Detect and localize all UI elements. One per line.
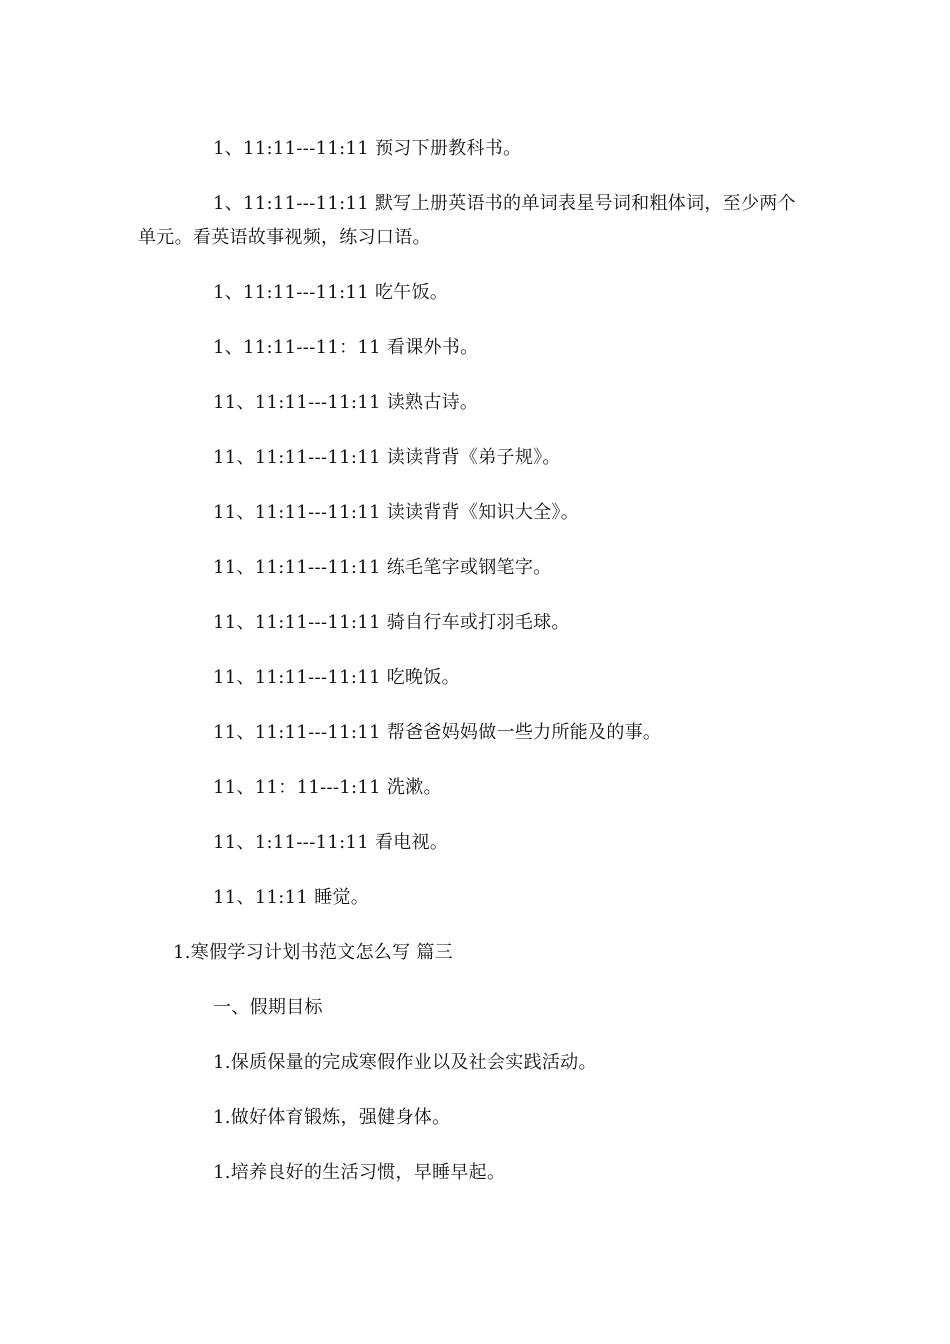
goal-item: 1.培养良好的生活习惯，早睡早起。 [213, 1162, 506, 1183]
schedule-line: 11、11:11---11:11 练毛笔字或钢笔字。 [213, 557, 552, 578]
schedule-line: 11、11:11---11:11 读读背背《知识大全》。 [213, 502, 580, 523]
schedule-line-continuation: 单元。看英语故事视频，练习口语。 [138, 227, 431, 248]
schedule-line: 11、11:11---11:11 帮爸爸妈妈做一些力所能及的事。 [213, 722, 662, 743]
schedule-line: 11、11:11---11:11 吃晚饭。 [213, 667, 460, 688]
schedule-line: 1、11:11---11:11 默写上册英语书的单词表星号词和粗体词，至少两个 [213, 193, 796, 214]
schedule-line: 11、11:11---11:11 读读背背《弟子规》。 [213, 447, 561, 468]
schedule-line: 1、11:11---11:11 预习下册教科书。 [213, 138, 522, 159]
goal-item: 1.保质保量的完成寒假作业以及社会实践活动。 [213, 1052, 597, 1073]
schedule-line: 11、11:11---11:11 读熟古诗。 [213, 392, 479, 413]
schedule-line: 11、11:11 睡觉。 [213, 887, 370, 908]
schedule-line: 11、11:11---11:11 骑自行车或打羽毛球。 [213, 612, 570, 633]
section-heading: 1.寒假学习计划书范文怎么写 篇三 [173, 942, 453, 963]
schedule-line: 1、11:11---11：11 看课外书。 [213, 337, 479, 358]
subheading: 一、假期目标 [213, 997, 323, 1018]
schedule-line: 11、1:11---11:11 看电视。 [213, 832, 449, 853]
schedule-line: 1、11:11---11:11 吃午饭。 [213, 282, 449, 303]
goal-item: 1.做好体育锻炼，强健身体。 [213, 1107, 451, 1128]
schedule-line: 11、11：11---1:11 洗漱。 [213, 777, 442, 798]
